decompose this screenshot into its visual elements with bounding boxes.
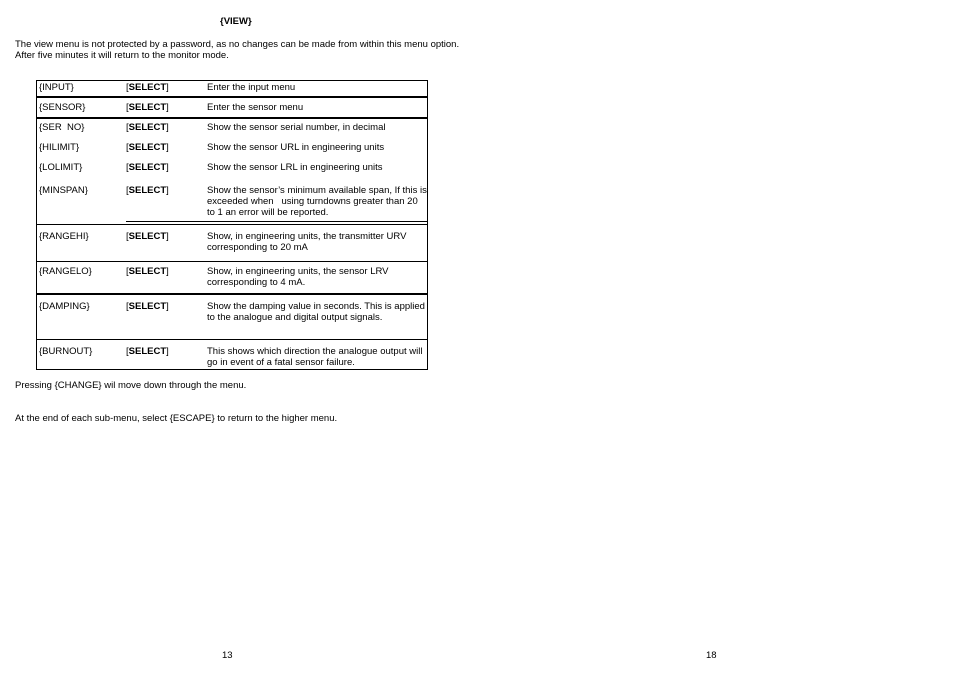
- menu-item: {LOLIMIT}: [39, 162, 83, 173]
- key-cell: [SELECT]: [126, 142, 169, 153]
- key-label: SELECT: [128, 102, 167, 113]
- description: Show, in engineering units, the transmitter URV corresponding to 20 mA: [207, 231, 407, 253]
- menu-item: {DAMPING}: [39, 301, 90, 312]
- menu-item: {RANGEHI}: [39, 231, 89, 242]
- menu-item: {INPUT}: [39, 82, 74, 93]
- key-label: SELECT: [128, 122, 167, 133]
- description: Show the sensor serial number, in decimal: [207, 122, 386, 133]
- description: Show, in engineering units, the sensor LRV corresponding to 4 mA.: [207, 266, 389, 288]
- key-cell: [SELECT]: [126, 82, 169, 93]
- key-cell: [SELECT]: [126, 346, 169, 357]
- key-cell: [SELECT]: [126, 266, 169, 277]
- menu-item: {RANGELO}: [39, 266, 92, 277]
- change-instruction: Pressing {CHANGE} wil move down through the menu.: [15, 380, 247, 391]
- description: Enter the sensor menu: [207, 102, 304, 113]
- description: Show the sensor URL in engineering units: [207, 142, 385, 153]
- intro-paragraph: The view menu is not protected by a password, as no changes can be made from within this menu option. After five minutes it will return to the monitor mode.: [15, 39, 460, 61]
- key-label: SELECT: [128, 162, 167, 173]
- menu-item: {HILIMIT}: [39, 142, 80, 153]
- menu-item: {SER NO}: [39, 122, 85, 133]
- description: Show the damping value in seconds. This is applied to the analogue and digital output signals.: [207, 301, 425, 323]
- key-cell: [SELECT]: [126, 102, 169, 113]
- key-label: SELECT: [128, 142, 167, 153]
- menu-item: {MINSPAN}: [39, 185, 88, 196]
- menu-item: {SENSOR}: [39, 102, 86, 113]
- page-number-right: 18: [706, 650, 717, 661]
- view-menu-table: [36, 80, 428, 370]
- key-label: SELECT: [128, 185, 167, 196]
- escape-instruction: At the end of each sub-menu, select {ESCAPE} to return to the higher menu.: [15, 413, 338, 424]
- key-label: SELECT: [128, 346, 167, 357]
- key-cell: [SELECT]: [126, 162, 169, 173]
- page-number-left: 13: [222, 650, 233, 661]
- key-cell: [SELECT]: [126, 231, 169, 242]
- key-label: SELECT: [128, 301, 167, 312]
- key-cell: [SELECT]: [126, 122, 169, 133]
- description: Show the sensor’s minimum available span, If this is exceeded when using turndowns greater than 20 to 1 an error will be reported.: [207, 185, 430, 218]
- section-heading: {VIEW}: [220, 16, 252, 27]
- key-label: SELECT: [128, 82, 167, 93]
- key-label: SELECT: [128, 266, 167, 277]
- description: This shows which direction the analogue output will go in event of a fatal sensor failure.: [207, 346, 423, 368]
- menu-item: {BURNOUT}: [39, 346, 93, 357]
- key-cell: [SELECT]: [126, 185, 169, 196]
- key-cell: [SELECT]: [126, 301, 169, 312]
- description: Enter the input menu: [207, 82, 296, 93]
- description: Show the sensor LRL in engineering units: [207, 162, 383, 173]
- key-label: SELECT: [128, 231, 167, 242]
